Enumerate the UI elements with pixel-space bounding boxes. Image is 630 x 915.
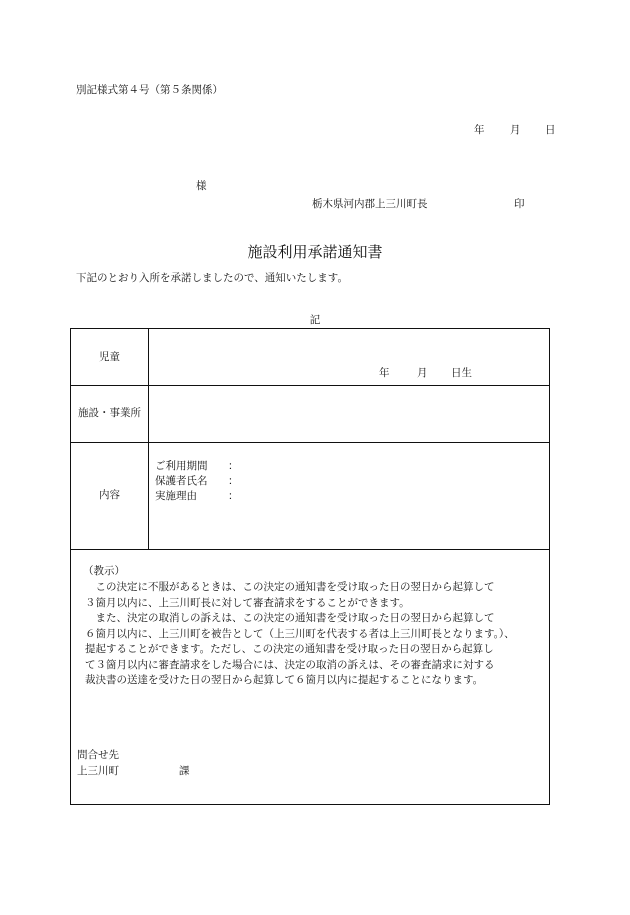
issuer-name: 栃木県河内郡上三川町長 xyxy=(312,198,428,210)
child-label: 児童 xyxy=(99,351,120,363)
row-divider xyxy=(71,442,549,443)
birth-year: 年 xyxy=(379,367,390,379)
row-divider xyxy=(71,385,549,386)
content-label: 内容 xyxy=(99,489,120,501)
birth-month: 月 xyxy=(417,367,428,379)
lead-sentence: 下記のとおり入所を承諾しましたので、通知いたします。 xyxy=(76,272,348,284)
notice-body xyxy=(85,580,515,689)
contact-section: 課 xyxy=(179,765,190,777)
addressee-suffix: 様 xyxy=(196,180,207,192)
notice-line: 裁決書の送達を受けた日の翌日から起算して６箇月以内に提起することになります。 xyxy=(85,674,484,686)
reason-label: 実施理由 xyxy=(155,490,197,502)
date-day: 日 xyxy=(545,124,556,136)
column-divider xyxy=(148,329,149,549)
usage-period-label: ご利用期間 xyxy=(155,460,208,472)
document-title: 施設利用承諾通知書 xyxy=(247,243,383,261)
birth-day: 日生 xyxy=(451,367,472,379)
notice-heading: （教示） xyxy=(83,565,125,577)
notice-line: また、決定の取消しの訴えは、この決定の通知書を受け取った日の翌日から起算して xyxy=(85,612,495,624)
notice-line: 提起することができます。ただし、この決定の通知書を受け取った日の翌日から起算し xyxy=(85,643,494,655)
form-number: 別記様式第４号（第５条関係） xyxy=(76,84,223,96)
ki-marker: 記 xyxy=(309,314,321,326)
approval-table xyxy=(70,328,550,805)
date-year: 年 xyxy=(474,124,485,136)
guardian-name-colon: ： xyxy=(228,475,239,487)
facility-label: 施設・事業所 xyxy=(78,407,141,419)
date-month: 月 xyxy=(510,124,521,136)
row-divider xyxy=(71,549,549,550)
contact-label: 問合せ先 xyxy=(77,749,119,761)
notice-line: ６箇月以内に、上三川町を被告として（上三川町を代表する者は上三川町長となります。）、 xyxy=(85,627,515,640)
notice-line: て３箇月以内に審査請求をした場合には、決定の取消の訴えは、その審査請求に対する xyxy=(85,658,495,671)
usage-period-colon: ： xyxy=(228,460,239,472)
seal-mark: 印 xyxy=(514,198,525,210)
contact-town: 上三川町 xyxy=(77,765,119,777)
notice-line: ３箇月以内に、上三川町長に対して審査請求をすることができます。 xyxy=(85,596,410,609)
guardian-name-label: 保護者氏名 xyxy=(155,475,208,487)
notice-line: この決定に不服があるときは、この決定の通知書を受け取った日の翌日から起算して xyxy=(85,581,495,593)
reason-colon: ： xyxy=(228,490,239,502)
